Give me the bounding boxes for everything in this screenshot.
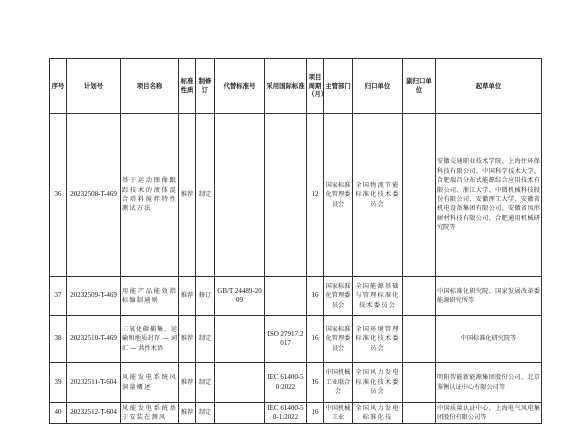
table-row xyxy=(50,316,542,363)
cell-competent: 中国机械工业 xyxy=(324,403,353,424)
cell-period: 16 xyxy=(307,316,324,363)
cell-replace-std xyxy=(215,363,265,403)
cell-seq: 37 xyxy=(50,277,67,316)
cell-std-nature: 推荐 xyxy=(179,363,196,403)
cell-drafting: 中国质量认证中心、上海电气风电集团股份有限公司等 xyxy=(436,403,542,424)
cell-std-nature: 推荐 xyxy=(179,114,196,277)
cell-plan-no: 20232511-T-604 xyxy=(67,363,121,403)
cell-replace-std xyxy=(215,316,265,363)
cell-replace-std: GB/T 24489-2009 xyxy=(215,277,265,316)
cell-plan-no: 20232509-T-469 xyxy=(67,277,121,316)
cell-period: 12 xyxy=(307,114,324,277)
header-adopt-intl: 采用国际标准 xyxy=(265,59,307,114)
cell-adopt-intl: IEC 61400-50-1:2022 xyxy=(265,403,307,424)
cell-adopt-intl xyxy=(265,114,307,277)
standards-plan-table xyxy=(49,58,542,424)
cell-period: 16 xyxy=(307,363,324,403)
standards-plan-table-page xyxy=(49,58,541,424)
cell-std-nature: 推荐 xyxy=(179,403,196,424)
cell-plan-no: 20232510-T-469 xyxy=(67,316,121,363)
cell-adopt-intl: ISO 27917:2017 xyxy=(265,316,307,363)
cell-seq: 36 xyxy=(50,114,67,277)
cell-std-nature: 推荐 xyxy=(179,316,196,363)
cell-centralized: 全国风力发电标准化技术委员会 xyxy=(353,363,403,403)
cell-std-nature: 推荐 xyxy=(179,277,196,316)
cell-plan-no: 20232508-T-469 xyxy=(67,114,121,277)
cell-revise: 制定 xyxy=(196,403,215,424)
header-drafting: 起草单位 xyxy=(436,59,542,114)
header-plan-no: 计划号 xyxy=(67,59,121,114)
cell-drafting: 明阳智能新能源集团股份公司、北京鉴衡认证中心有限公司等 xyxy=(436,363,542,403)
table-row xyxy=(50,363,542,403)
header-period: 项目周期（月） xyxy=(307,59,324,114)
cell-revise: 修订 xyxy=(196,277,215,316)
header-revise: 制修订 xyxy=(196,59,215,114)
cell-drafting: 中国标准化研究院、国家发展改革委能源研究所等 xyxy=(436,277,542,316)
cell-drafting: 中国标准化研究院等 xyxy=(436,316,542,363)
header-sub-centralized: 副归口单位 xyxy=(403,59,436,114)
cell-centralized: 全国环境管理标准化技术委员会 xyxy=(353,316,403,363)
cell-period: 16 xyxy=(307,403,324,424)
header-std-nature: 标准性质 xyxy=(179,59,196,114)
cell-drafting: 安徽交通职业技术学院、上海住环保科技有限公司、中国科学技术大学、合肥瑞昌分布式能源综合应用技术有限公司、浙江大学、中微机械科技股份有限公司、安徽理工大学、安徽省机电设备集团有限公司、安徽省凤形耐材科技有限公司、合肥通用机械研究院等 xyxy=(436,114,542,277)
cell-plan-no: 20232512-T-604 xyxy=(67,403,121,424)
cell-period: 16 xyxy=(307,277,324,316)
cell-revise: 制定 xyxy=(196,363,215,403)
cell-seq: 39 xyxy=(50,363,67,403)
cell-centralized: 全国风力发电标准化技 xyxy=(353,403,403,424)
cell-sub-centralized xyxy=(403,316,436,363)
cell-replace-std xyxy=(215,403,265,424)
cell-project-name: 基于运动图像跟踪技术的液体混合塔料搅拌特性测试方法 xyxy=(121,114,179,277)
header-replace-std: 代替标准号 xyxy=(215,59,265,114)
header-centralized: 归口单位 xyxy=(353,59,403,114)
header-row xyxy=(50,59,542,114)
cell-project-name: 二氧化碳捕集、运输和地质封存 — 词汇 — 共性术语 xyxy=(121,316,179,363)
cell-competent: 国家标准化管理委员会 xyxy=(324,277,353,316)
cell-centralized: 全国能源基础与管理标准化技术委员会 xyxy=(353,277,403,316)
cell-competent: 中国机械工业联合会 xyxy=(324,363,353,403)
cell-sub-centralized xyxy=(403,114,436,277)
cell-sub-centralized xyxy=(403,363,436,403)
table-row xyxy=(50,403,542,424)
header-project-name: 项目名称 xyxy=(121,59,179,114)
cell-sub-centralized xyxy=(403,277,436,316)
header-seq: 序号 xyxy=(50,59,67,114)
cell-centralized: 全国物流节能标准化技术委员会 xyxy=(353,114,403,277)
cell-competent: 国家标准化管理委员会 xyxy=(324,114,353,277)
cell-project-name: 风能发电系统风洞量概述 xyxy=(121,363,179,403)
cell-sub-centralized xyxy=(403,403,436,424)
cell-adopt-intl xyxy=(265,277,307,316)
cell-competent: 国家标准化管理委员会 xyxy=(324,316,353,363)
cell-seq: 38 xyxy=(50,316,67,363)
cell-project-name: 用能产品能效指标编制通则 xyxy=(121,277,179,316)
cell-replace-std xyxy=(215,114,265,277)
cell-revise: 制定 xyxy=(196,316,215,363)
table-row xyxy=(50,277,542,316)
cell-revise: 制定 xyxy=(196,114,215,277)
header-competent: 主管部门 xyxy=(324,59,353,114)
cell-seq: 40 xyxy=(50,403,67,424)
cell-project-name: 风能发电系统基于安装在测风 xyxy=(121,403,179,424)
cell-adopt-intl: IEC 61400-50:2022 xyxy=(265,363,307,403)
table-row xyxy=(50,114,542,277)
